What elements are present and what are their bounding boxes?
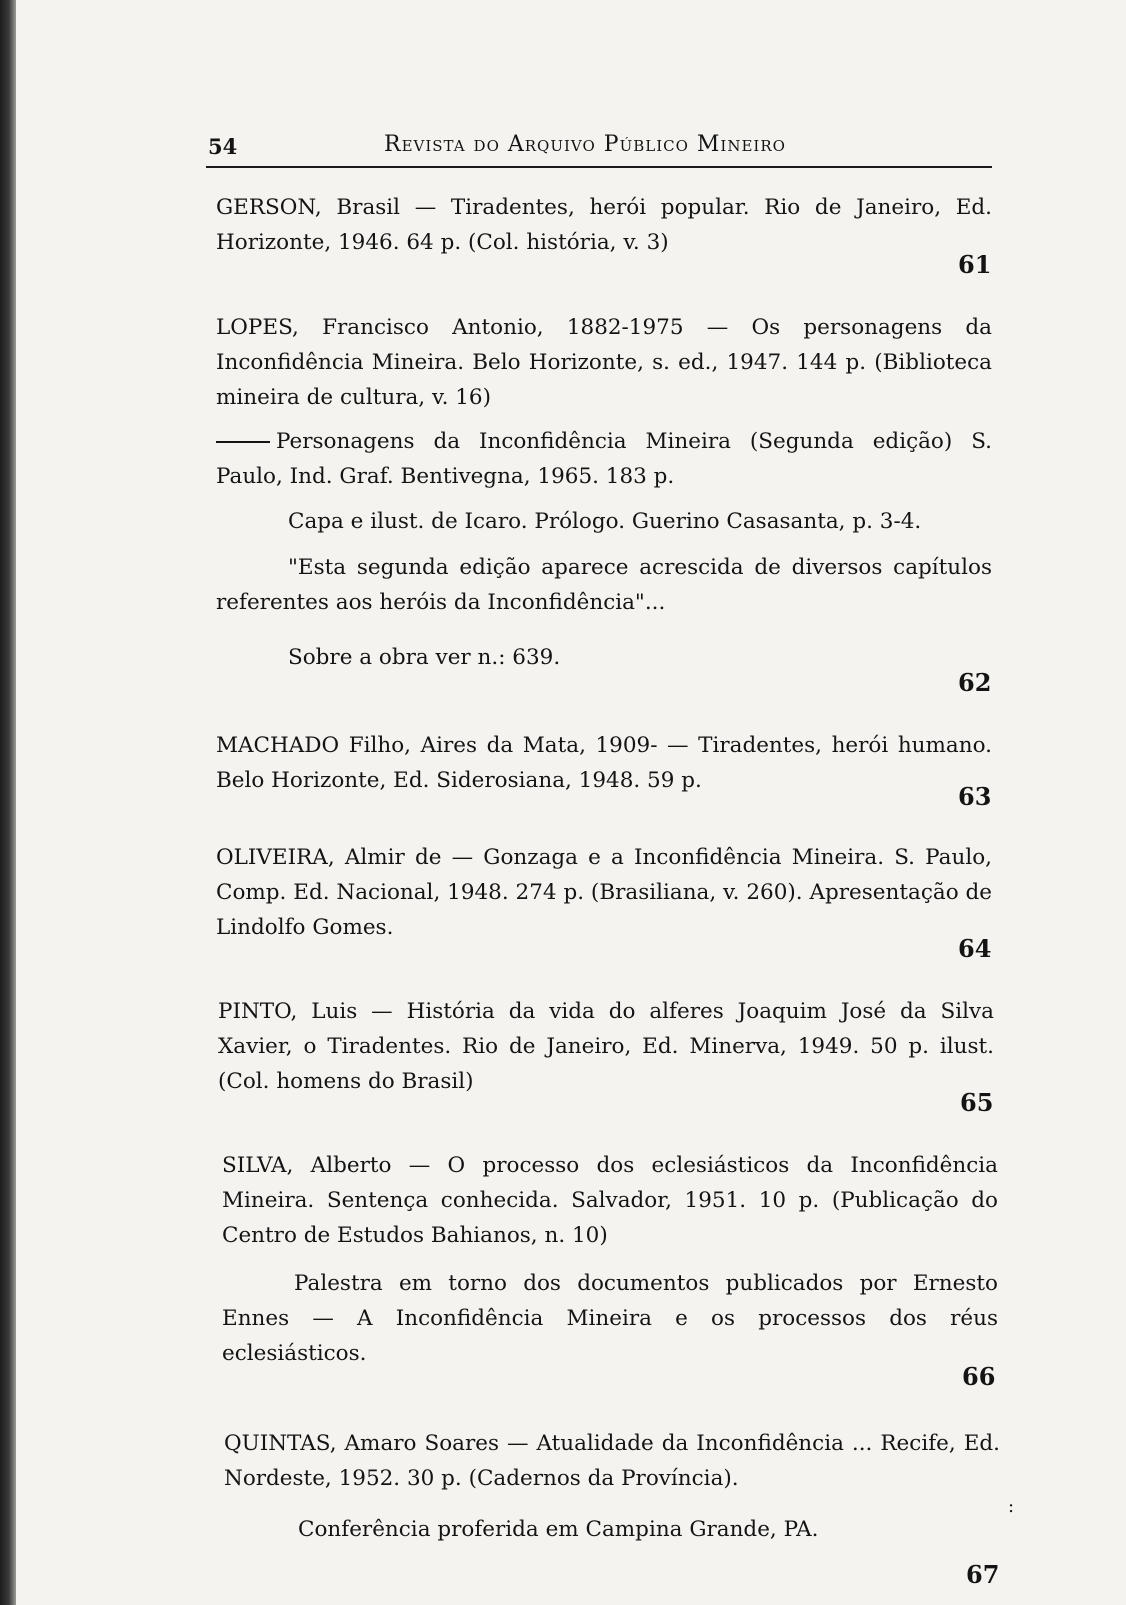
entry-62-citation: LOPES, Francisco Antonio, 1882-1975 — Os personagens da Inconfidência Mineira. Belo Horizonte, s. ed., 1947. 144 p. (Biblioteca mineira de cultura, v. 16) — [216, 315, 992, 410]
entry-number-66: 66 — [962, 1362, 996, 1391]
entry-67-citation: QUINTAS, Amaro Soares — Atualidade da Inconfidência ... Recife, Ed. Nordeste, 1952. 30 p. (Cadernos da Província). — [224, 1431, 1000, 1491]
entry-number-61: 61 — [958, 250, 992, 279]
entry-62-note-quote: "Esta segunda edição aparece acrescida de diversos capítulos referentes aos heróis da Inconfidência"... — [216, 555, 992, 615]
entry-64-citation: OLIVEIRA, Almir de — Gonzaga e a Inconfidência Mineira. S. Paulo, Comp. Ed. Nacional, 1948. 274 p. (Brasiliana, v. 260). Apresentação de Lindolfo Gomes. — [216, 845, 992, 940]
entry-number-64: 64 — [958, 934, 992, 963]
entry-66-note: Palestra em torno dos documentos publicados por Ernesto Ennes — A Inconfidência Mineira e os processos dos réus eclesiásticos. — [222, 1271, 998, 1366]
entry-number-65: 65 — [960, 1088, 994, 1117]
entry-67-note: Conferência proferida em Campina Grande, PA. — [298, 1517, 819, 1542]
page-number: 54 — [208, 134, 238, 159]
entry-number-62: 62 — [958, 668, 992, 697]
entry-62-note-reference: Sobre a obra ver n.: 639. — [288, 645, 561, 670]
running-title: Revista do Arquivo Público Mineiro — [384, 132, 786, 157]
entry-63-citation: MACHADO Filho, Aires da Mata, 1909- — Tiradentes, herói humano. Belo Horizonte, Ed. Siderosiana, 1948. 59 p. — [216, 733, 992, 793]
entry-62-second-edition-text: Personagens da Inconfidência Mineira (Segunda edição) S. Paulo, Ind. Graf. Bentivegna, 1965. 183 p. — [216, 429, 992, 489]
entry-62-second-edition — [216, 424, 992, 494]
repeat-author-dash — [216, 441, 270, 443]
entry-65-citation: PINTO, Luis — História da vida do alferes Joaquim José da Silva Xavier, o Tiradentes. Rio de Janeiro, Ed. Minerva, 1949. 50 p. ilust. (Col. homens do Brasil) — [218, 999, 994, 1094]
entry-number-67: 67 — [966, 1560, 1000, 1589]
entry-62-note-illustrations: Capa e ilust. de Icaro. Prólogo. Guerino Casasanta, p. 3-4. — [288, 509, 922, 534]
page-header — [206, 126, 992, 168]
entry-66-citation: SILVA, Alberto — O processo dos eclesiásticos da Inconfidência Mineira. Sentença conhecida. Salvador, 1951. 10 p. (Publicação do Centro de Estudos Bahianos, n. 10) — [222, 1153, 998, 1248]
entry-61-citation: GERSON, Brasil — Tiradentes, herói popular. Rio de Janeiro, Ed. Horizonte, 1946. 64 p. (Col. história, v. 3) — [216, 195, 992, 255]
entry-number-63: 63 — [958, 782, 992, 811]
margin-mark: : — [1008, 1496, 1015, 1517]
